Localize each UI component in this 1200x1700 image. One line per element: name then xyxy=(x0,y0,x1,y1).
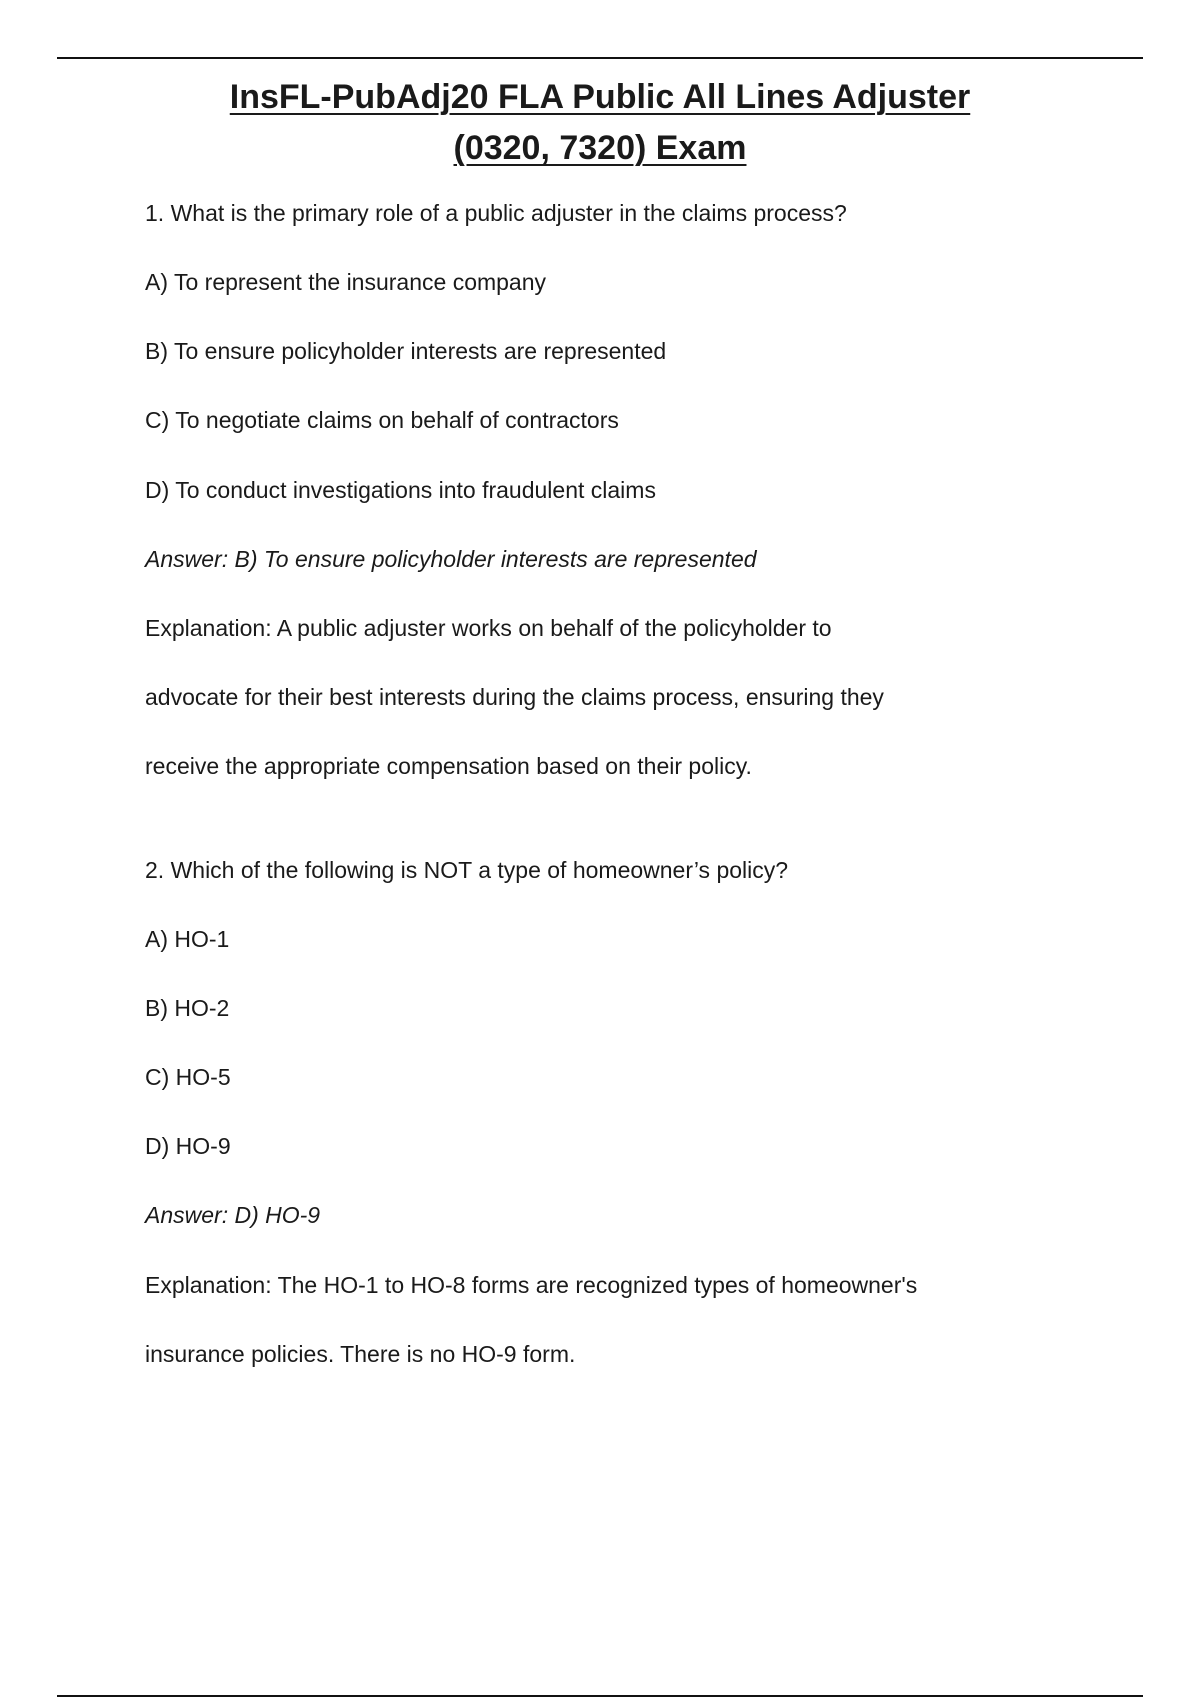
question-1-explanation-line-2: advocate for their best interests during the claims process, ensuring they xyxy=(145,684,884,710)
title-line-1: InsFL-PubAdj20 FLA Public All Lines Adjuster xyxy=(229,78,971,116)
question-1-answer: Answer: B) To ensure policyholder interests are represented xyxy=(145,546,757,572)
question-2-text: 2. Which of the following is NOT a type of homeowner’s policy? xyxy=(145,857,789,883)
question-1-text: 1. What is the primary role of a public adjuster in the claims process? xyxy=(145,200,847,226)
top-rule xyxy=(57,57,1143,59)
question-2-option-a: A) HO-1 xyxy=(145,926,230,952)
question-1-option-b: B) To ensure policyholder interests are represented xyxy=(145,338,667,364)
question-2-option-d: D) HO-9 xyxy=(145,1133,231,1159)
question-1-option-c: C) To negotiate claims on behalf of contractors xyxy=(145,407,619,433)
question-2-explanation-line-2: insurance policies. There is no HO-9 form. xyxy=(145,1341,576,1367)
question-2-explanation-line-1: Explanation: The HO-1 to HO-8 forms are recognized types of homeowner's xyxy=(145,1272,918,1298)
question-1-option-d: D) To conduct investigations into fraudulent claims xyxy=(145,477,656,503)
question-1-explanation-line-1: Explanation: A public adjuster works on behalf of the policyholder to xyxy=(145,615,832,641)
question-1-option-a: A) To represent the insurance company xyxy=(145,269,547,295)
page-title xyxy=(0,72,1200,174)
question-1-explanation-line-3: receive the appropriate compensation based on their policy. xyxy=(145,753,752,779)
title-line-2: (0320, 7320) Exam xyxy=(453,129,747,167)
question-2-option-c: C) HO-5 xyxy=(145,1064,231,1090)
question-2-answer: Answer: D) HO-9 xyxy=(145,1202,321,1228)
bottom-rule xyxy=(57,1695,1143,1697)
question-2-option-b: B) HO-2 xyxy=(145,995,230,1021)
